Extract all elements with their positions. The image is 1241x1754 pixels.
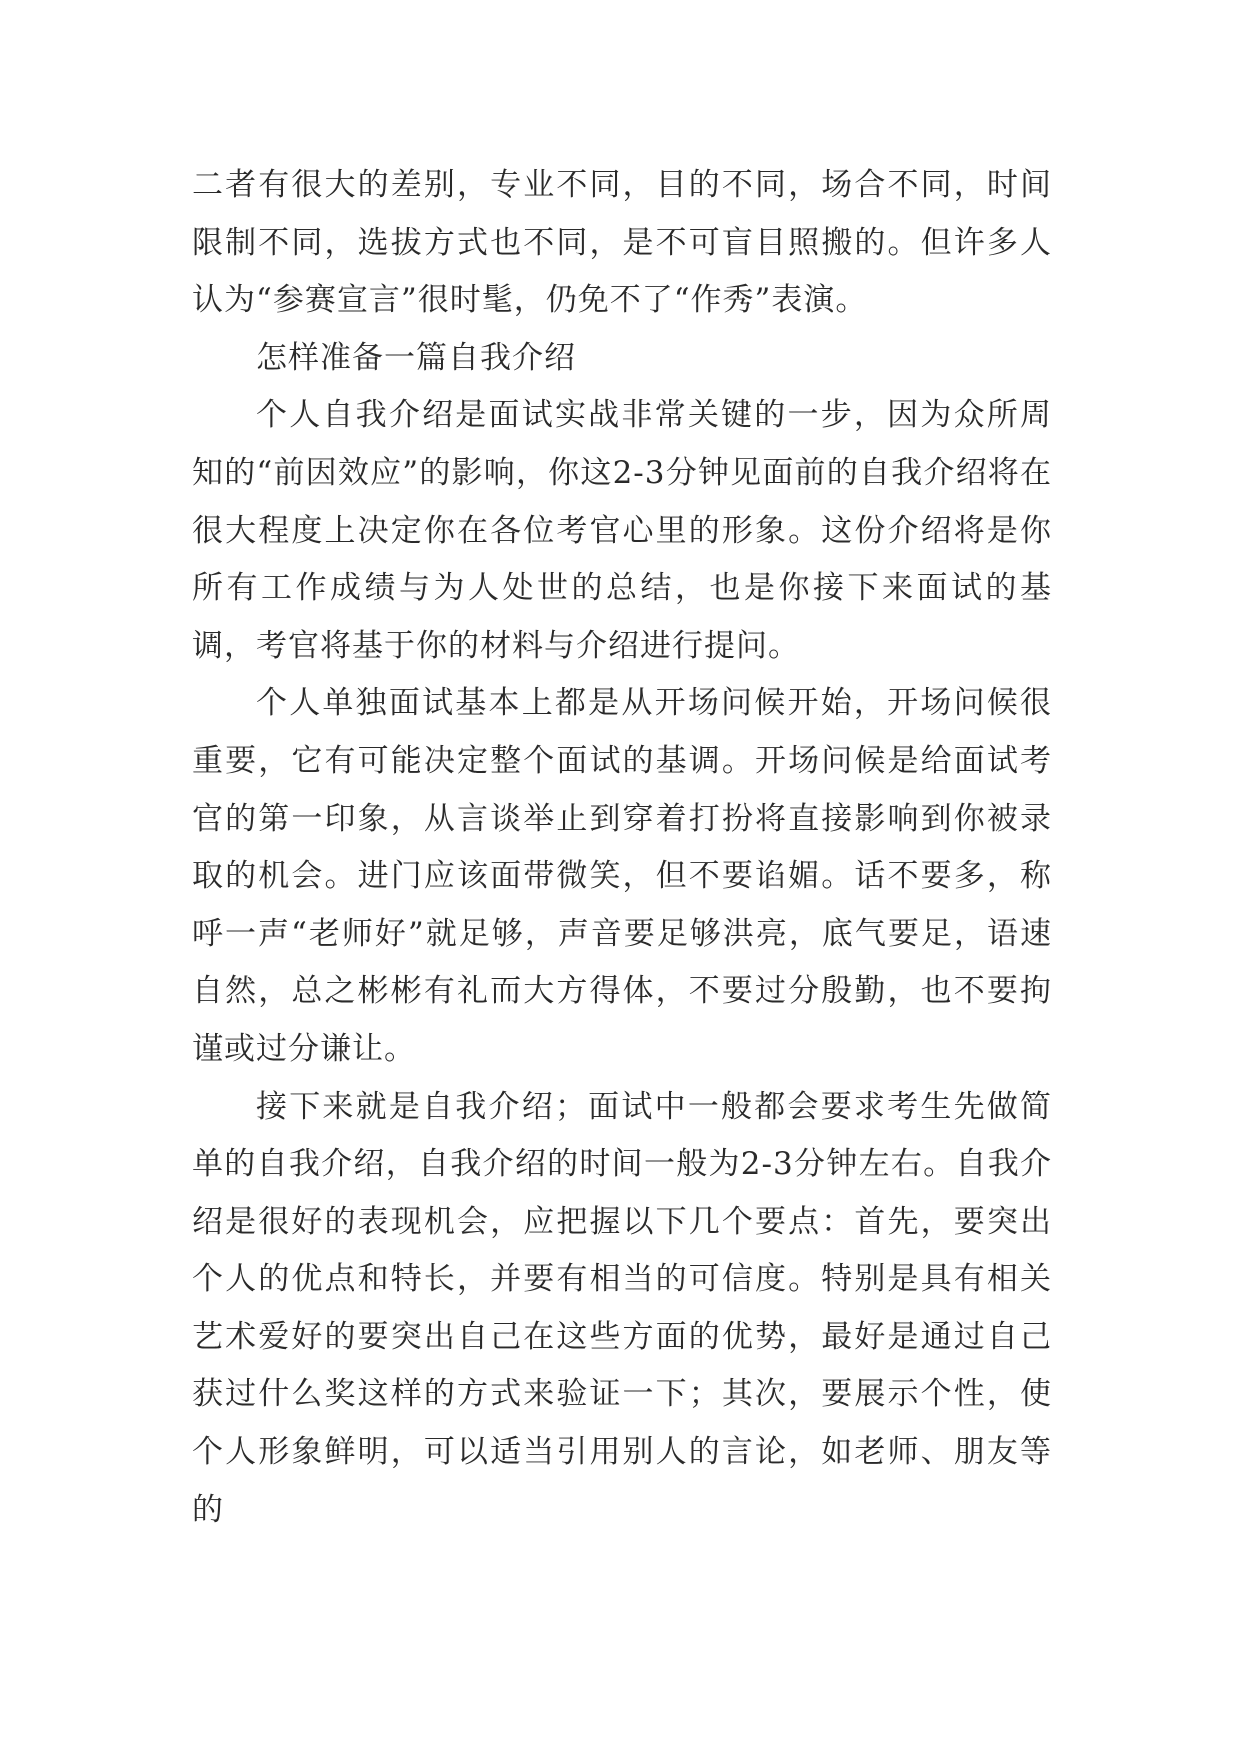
section-heading: 怎样准备一篇自我介绍: [256, 339, 576, 376]
paragraph: 个人单独面试基本上都是从开场问候开始，开场问候很重要，它有可能决定整个面试的基调。开场问候是给面试考官的第一印象，从言谈举止到穿着打扮将直接影响到你被录取的机会。进门应该面带微笑，但不要谄媚。话不要多，称呼一声“老师好”就足够，声音要足够洪亮，底气要足，语速自然，总之彬彬有礼而大方得体，不要过分殷勤，也不要拘谨或过分谦让。: [192, 685, 1052, 1067]
document-body: [192, 157, 1052, 1539]
paragraph-continuation: 二者有很大的差别，专业不同，目的不同，场合不同，时间限制不同，选拔方式也不同，是不可盲目照搬的。但许多人认为“参赛宣言”很时髦，仍免不了“作秀”表演。: [192, 167, 1052, 319]
paragraph: 接下来就是自我介绍；面试中一般都会要求考生先做简单的自我介绍，自我介绍的时间一般为2-3分钟左右。自我介绍是很好的表现机会，应把握以下几个要点：首先，要突出个人的优点和特长，并要有相当的可信度。特别是具有相关艺术爱好的要突出自己在这些方面的优势，最好是通过自己获过什么奖这样的方式来验证一下；其次，要展示个性，使个人形象鲜明，可以适当引用别人的言论，如老师、朋友等的: [192, 1088, 1052, 1528]
paragraph: 个人自我介绍是面试实战非常关键的一步，因为众所周知的“前因效应”的影响，你这2-3分钟见面前的自我介绍将在很大程度上决定你在各位考官心里的形象。这份介绍将是你所有工作成绩与为人处世的总结，也是你接下来面试的基调，考官将基于你的材料与介绍进行提问。: [192, 397, 1052, 664]
